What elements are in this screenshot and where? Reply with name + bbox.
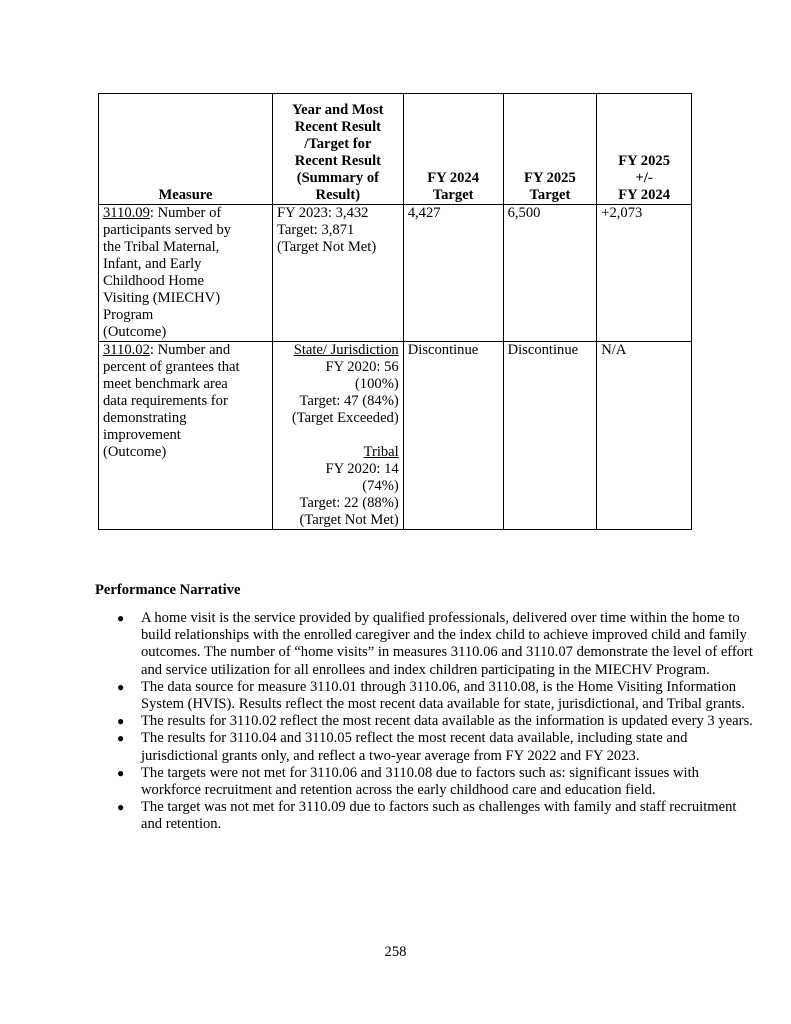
table-row bbox=[99, 342, 692, 530]
header-fy2024-target: FY 2024 Target bbox=[403, 94, 503, 205]
list-item: ● The results for 3110.02 reflect the most recent data available as the information is updated every 3 years. bbox=[117, 713, 753, 730]
tribal-result: FY 2020: 14 (74%) Target: 22 (88%) (Target Not Met) bbox=[299, 461, 399, 528]
page-number: 258 bbox=[384, 944, 407, 960]
bullet-icon: ● bbox=[117, 765, 125, 780]
difference-cell: +2,073 bbox=[597, 205, 692, 342]
bullet-icon: ● bbox=[117, 611, 125, 625]
narrative-list bbox=[96, 610, 761, 834]
measures-table bbox=[98, 93, 692, 530]
header-fy-difference: FY 2025 +/- FY 2024 bbox=[597, 94, 692, 205]
list-item: ● The data source for measure 3110.01 through 3110.06, and 3110.08, is the Home Visiting Information System (HVIS). Results reflect the most recent data available for state, jurisdictional, and Tribal grants. bbox=[117, 678, 745, 713]
bullet-icon: ● bbox=[117, 800, 125, 815]
header-year-result: Year and Most Recent Result /Target for Recent Result (Summary of Result) bbox=[272, 94, 403, 205]
state-jurisdiction-heading: State/ Jurisdiction bbox=[293, 342, 399, 358]
bullet-icon: ● bbox=[117, 731, 125, 746]
measure-description: : Number and percent of grantees that meet benchmark area data requirements for demonstrating improvement (Outcome) bbox=[103, 342, 240, 460]
state-jurisdiction-result: FY 2020: 56 (100%) Target: 47 (84%) (Target Exceeded) bbox=[291, 359, 399, 426]
header-fy2025-target: FY 2025 Target bbox=[503, 94, 597, 205]
list-item: ● The results for 3110.04 and 3110.05 reflect the most recent data available, including state and jurisdictional grants only, and reflect a two-year average from FY 2022 and FY 2023. bbox=[117, 730, 688, 764]
tribal-heading: Tribal bbox=[363, 444, 399, 460]
table-row bbox=[99, 205, 692, 342]
fy2024-cell: Discontinue bbox=[403, 342, 503, 530]
performance-narrative-title: Performance Narrative bbox=[95, 582, 241, 598]
measure-description: : Number of participants served by the Tribal Maternal, Infant, and Early Childhood Home Visiting (MIECHV) Program (Outcome) bbox=[103, 205, 232, 340]
year-result-cell bbox=[272, 342, 403, 530]
table-header-row bbox=[99, 94, 692, 205]
header-measure: Measure bbox=[99, 94, 273, 205]
bullet-icon: ● bbox=[117, 679, 125, 694]
year-result-cell: FY 2023: 3,432 Target: 3,871 (Target Not Met) bbox=[272, 205, 403, 342]
measure-cell bbox=[99, 205, 273, 342]
fy2024-cell: 4,427 bbox=[403, 205, 503, 342]
measure-cell bbox=[99, 342, 273, 530]
list-item: ● A home visit is the service provided by qualified professionals, delivered over time within the home to build relationships with the enrolled caregiver and the index child to achieve improved child and family outcomes. The number of “home visits” in measures 3110.06 and 3110.07 demonstrate the level of effort and service utilization for all enrollees and index children participating in the MIECHV Program. bbox=[117, 610, 753, 678]
list-item: ● The targets were not met for 3110.06 and 3110.08 due to factors such as: significant issues with workforce recruitment and retention across the early childhood care and education field. bbox=[117, 764, 699, 799]
bullet-icon: ● bbox=[117, 714, 125, 729]
measure-id-link: 3110.02 bbox=[103, 342, 150, 358]
list-item: ● The target was not met for 3110.09 due to factors such as challenges with family and staff recruitment and retention. bbox=[117, 799, 737, 833]
difference-cell: N/A bbox=[597, 342, 692, 530]
fy2025-cell: 6,500 bbox=[503, 205, 597, 342]
measure-id-link: 3110.09 bbox=[103, 205, 150, 221]
fy2025-cell: Discontinue bbox=[503, 342, 597, 530]
